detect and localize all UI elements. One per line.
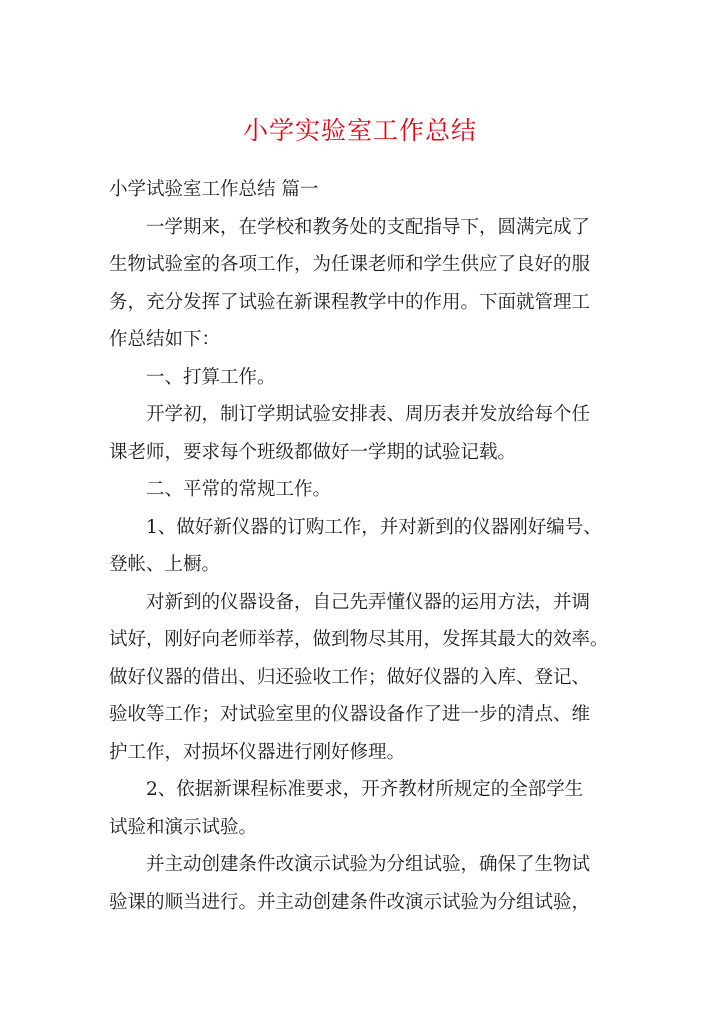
paragraph-line: 试验和演示试验。 [109,816,258,838]
paragraph [109,584,613,772]
paragraph-line: 二、平常的常规工作。 [146,479,332,500]
paragraph [109,771,613,846]
paragraph-line: 1、做好新仪器的订购工作，并对新到的仪器刚好编号、 [146,516,602,538]
paragraph-line: 作总结如下： [109,329,221,350]
paragraph [109,846,613,921]
paragraph [109,509,613,584]
paragraph-line: 并主动创建条件改演示试验为分组试验，确保了生物试 [146,854,591,875]
paragraph-line: 验课的顺当进行。并主动创建条件改演示试验为分组试验， [109,891,591,913]
paragraph-line: 一学期来，在学校和教务处的支配指导下，圆满完成了 [146,216,591,238]
paragraph-line: 试好，刚好向老师举荐，做到物尽其用，发挥其最大的效率。 [109,629,609,650]
paragraph-line: 护工作，对损坏仪器进行刚好修理。 [109,741,406,763]
paragraph [109,359,613,397]
paragraph-line: 一、打算工作。 [146,366,276,388]
paragraph-line: 课老师，要求每个班级都做好一学期的试验记载。 [109,441,517,463]
document-title: 小学实验室工作总结 [242,116,477,145]
paragraph-line: 开学初，制订学期试验安排表、周历表并发放给每个任 [146,404,591,425]
paragraph-line: 务，充分发挥了试验在新课程教学中的作用。下面就管理工 [109,291,591,313]
paragraph-line: 生物试验室的各项工作，为任课老师和学生供应了良好的服 [109,254,591,275]
section-subtitle: 小学试验室工作总结 篇一 [109,179,319,200]
paragraph-line: 做好仪器的借出、归还验收工作；做好仪器的入库、登记、 [109,666,591,688]
paragraph [109,396,613,471]
paragraph-list [109,209,613,922]
paragraph-line: 登帐、上橱。 [109,554,221,575]
paragraph-line: 2、依据新课程标准要求，开齐教材所规定的全部学生 [146,779,584,800]
paragraph-line: 验收等工作；对试验室里的仪器设备作了进一步的清点、维 [109,704,591,725]
paragraph-line: 对新到的仪器设备，自己先弄懂仪器的运用方法，并调 [146,591,591,613]
paragraph [109,209,613,359]
document-body [109,171,613,921]
paragraph [109,471,613,509]
